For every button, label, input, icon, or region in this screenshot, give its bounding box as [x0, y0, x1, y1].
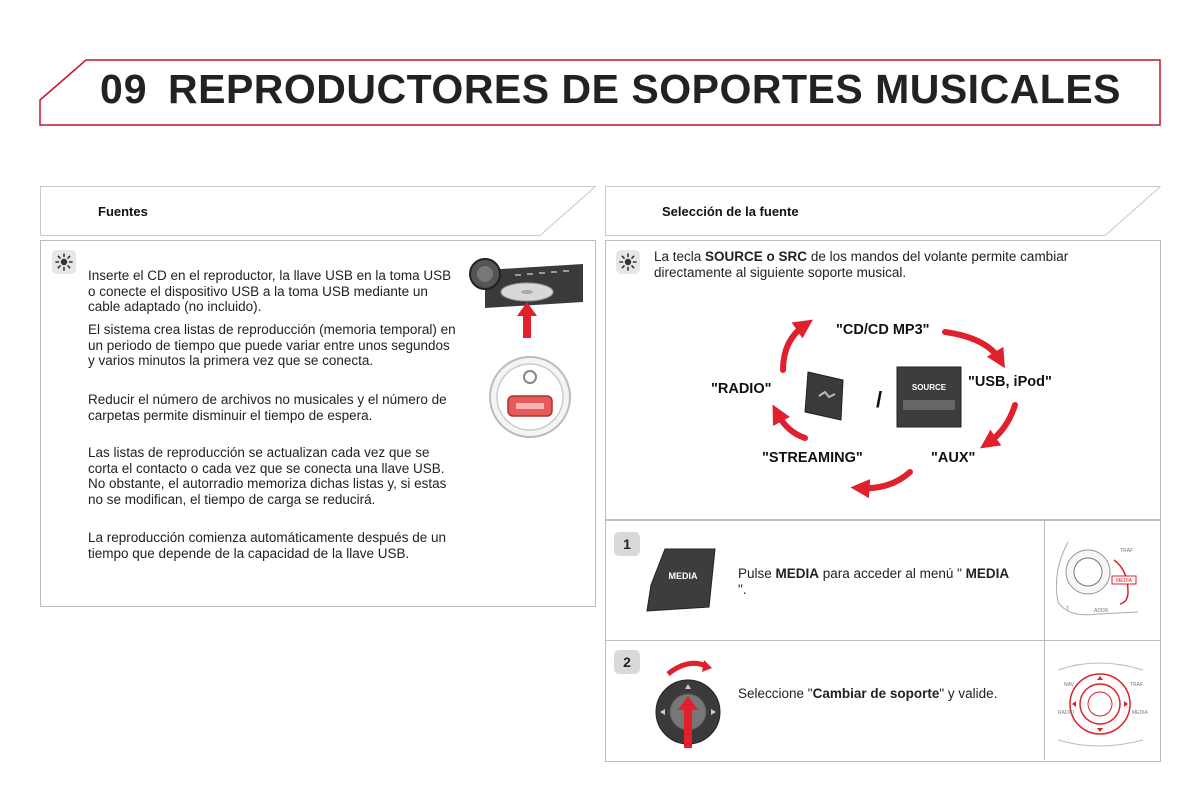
media-button-illustration	[645, 545, 725, 615]
svg-text:ADDR.: ADDR.	[1094, 608, 1110, 614]
step-2-control-thumbnail	[1048, 650, 1153, 755]
svg-text:TRAF: TRAF	[1130, 682, 1144, 688]
svg-text:MEDIA: MEDIA	[1132, 710, 1148, 716]
svg-text:MEDIA: MEDIA	[1116, 578, 1132, 584]
left-paragraph-5: La reproducción comienza automáticamente después de un tiempo que depende de la capacidad de la llave USB.	[88, 530, 446, 561]
step-1-badge: 1	[614, 532, 640, 556]
left-paragraph-2: El sistema crea listas de reproducción (memoria temporal) en un periodo de tiempo que puede variar entre unos segundos y varios minutos la primera vez que se conecta.	[88, 322, 456, 368]
svg-text:NAV: NAV	[1064, 682, 1074, 688]
source-intro-text: La tecla SOURCE o SRC de los mandos del volante permite cambiar directamente al siguiente soporte musical.	[654, 249, 1069, 280]
svg-text:TRAF: TRAF	[1120, 548, 1134, 554]
tip-icon	[52, 250, 76, 274]
usb-port-illustration	[488, 352, 578, 442]
source-button-label: SOURCE	[911, 383, 947, 392]
left-panel-title: Fuentes	[98, 204, 148, 219]
media-button-label: MEDIA	[668, 571, 698, 581]
source-aux: "AUX"	[931, 450, 976, 466]
chapter-title: REPRODUCTORES DE SOPORTES MUSICALES	[168, 66, 1122, 112]
separator-slash: /	[876, 387, 883, 412]
chapter-number: 09	[100, 66, 148, 112]
step-1-divider	[1044, 520, 1045, 640]
source-usb: "USB, iPod"	[968, 374, 1052, 390]
step-1-control-thumbnail	[1048, 532, 1153, 632]
left-paragraph-4: Las listas de reproducción se actualizan cada vez que se corta el contacto o cada vez que se conecta una llave USB. No obstante, el autorradio memoriza dichas listas y, si estas no se modifican, el tiempo de carga se reducirá.	[88, 445, 447, 507]
left-paragraph-1: Inserte el CD en el reproductor, la llave USB en la toma USB o conecte el dispositivo USB a la toma USB mediante un cable adaptado (no incluido).	[88, 268, 452, 314]
rotary-knob-illustration	[648, 652, 728, 752]
source-radio: "RADIO"	[711, 381, 772, 397]
step-2-text: Seleccione "Cambiar de soporte" y valide.	[738, 686, 998, 701]
step-2-badge: 2	[614, 650, 640, 674]
source-streaming: "STREAMING"	[762, 450, 863, 466]
step-2-divider	[1044, 640, 1045, 760]
svg-text:RADIO: RADIO	[1058, 710, 1074, 716]
right-panel-title: Selección de la fuente	[662, 204, 799, 219]
tip-icon	[616, 250, 640, 274]
source-cd: "CD/CD MP3"	[836, 322, 930, 338]
cd-player-illustration	[465, 250, 585, 340]
svg-text:T: T	[1066, 606, 1070, 612]
left-paragraph-3: Reducir el número de archivos no musicales y el número de carpetas permite disminuir el tiempo de espera.	[88, 392, 447, 423]
step-1-text: Pulse MEDIA para acceder al menú " MEDIA ".	[738, 566, 1010, 597]
